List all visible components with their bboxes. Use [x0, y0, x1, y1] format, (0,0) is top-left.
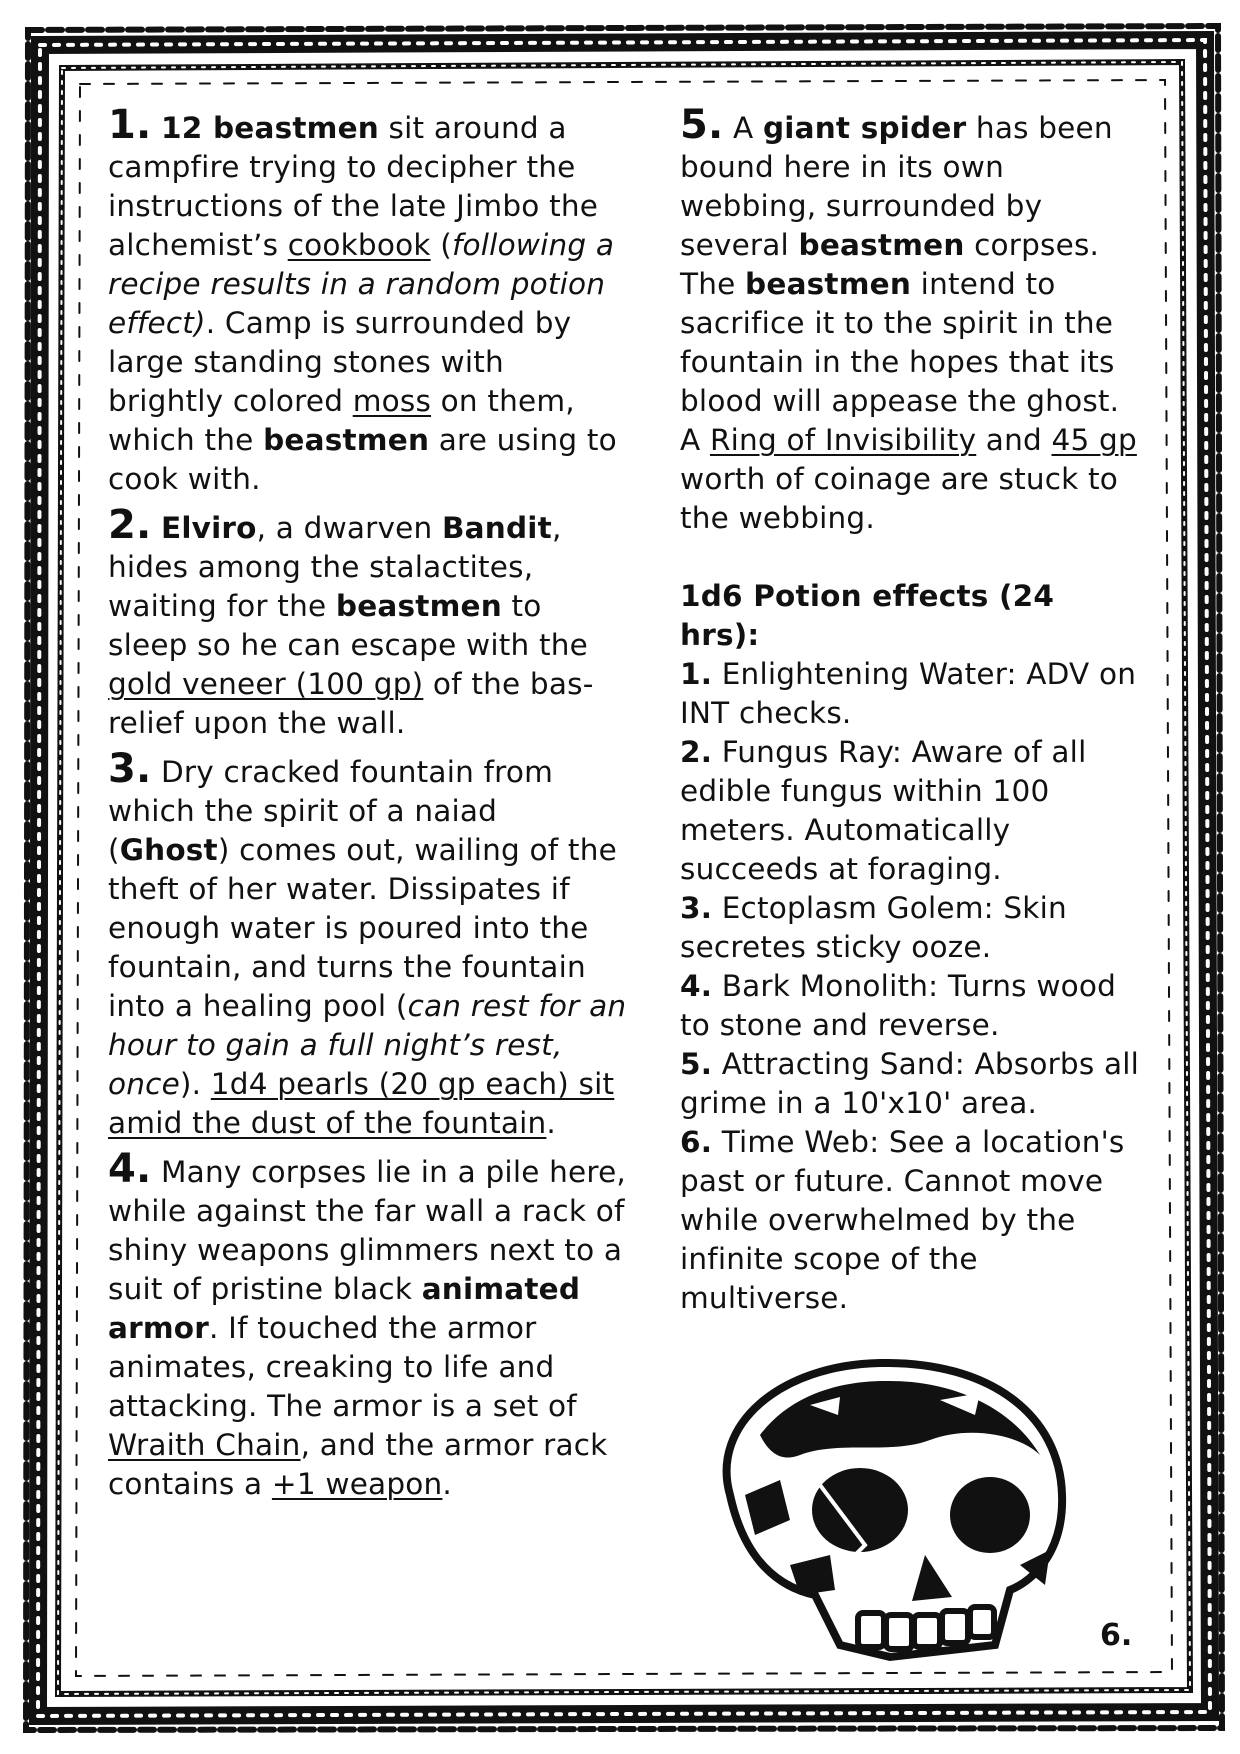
- text-run: .: [546, 1106, 556, 1140]
- text-run: intend to sacrifice it to the spirit in the fountain in the hopes that its blood will appease the ghost. A: [680, 267, 1120, 457]
- text-run: and: [976, 423, 1052, 457]
- text-run: beastmen: [798, 228, 965, 262]
- entry-text: [680, 111, 1137, 535]
- text-run: Elviro: [161, 511, 257, 545]
- potion-table-title: 1d6 Potion effects (24 hrs):: [680, 579, 1055, 652]
- text-run: beastmen: [745, 267, 912, 301]
- potion-number: 1.: [680, 657, 713, 691]
- text-run: , a dwarven: [256, 511, 442, 545]
- text-run: .: [442, 1467, 452, 1501]
- potion-item: [680, 733, 1140, 889]
- entry-1: [108, 102, 628, 499]
- text-run: Bandit: [442, 511, 552, 545]
- text-run: ).: [179, 1067, 211, 1101]
- entry-3: [108, 746, 628, 1143]
- text-run: [151, 511, 161, 545]
- potion-item: [680, 655, 1140, 733]
- text-run: , hides among the stalactites, waiting for the: [108, 511, 562, 623]
- text-run: has been bound here in its own webbing, surrounded by several: [680, 111, 1113, 262]
- text-run: gold veneer (100 gp): [108, 667, 424, 701]
- text-run: +1 weapon: [271, 1467, 443, 1501]
- text-run: corpses. The: [680, 228, 1100, 301]
- potion-number: 2.: [680, 735, 713, 769]
- potion-text: Time Web: See a location's past or future. Cannot move while overwhelmed by the infinite scope of the multiverse.: [680, 1125, 1125, 1315]
- text-run: animated armor: [108, 1272, 581, 1345]
- text-run: 1d4 pearls (20 gp each) sit amid the dust of the fountain: [108, 1067, 615, 1140]
- text-run: giant spider: [762, 111, 967, 145]
- potion-number: 5.: [680, 1047, 713, 1081]
- text-run: sit around a campfire trying to decipher the instructions of the late Jimbo the alchemist’s: [108, 111, 599, 262]
- text-run: A: [723, 111, 763, 145]
- right-column: [680, 102, 1140, 1318]
- potion-number: 3.: [680, 891, 713, 925]
- text-run: [151, 111, 161, 145]
- text-run: Many corpses lie in a pile here, while against the far wall a rack of shiny weapons glimmers next to a suit of pristine black: [108, 1155, 627, 1306]
- potion-text: Attracting Sand: Absorbs all grime in a 10'x10' area.: [680, 1047, 1140, 1120]
- text-run: to sleep so he can escape with the: [108, 589, 589, 662]
- text-run: on them, which the: [108, 384, 575, 457]
- text-run: Ring of Invisibility: [709, 423, 977, 457]
- text-run: following a recipe results in a random potion effect): [108, 228, 615, 340]
- potion-item: [680, 889, 1140, 967]
- potion-text: Enlightening Water: ADV on INT checks.: [680, 657, 1137, 730]
- entry-text: [108, 1155, 626, 1501]
- text-run: (: [430, 228, 452, 262]
- text-run: Dry cracked fountain from which the spirit of a naiad (: [108, 755, 554, 867]
- entry-number: 3.: [108, 746, 152, 792]
- text-run: can rest for an hour to gain a full night’s rest, once: [108, 989, 627, 1101]
- entry-text: [108, 511, 594, 740]
- entry-5: [680, 102, 1140, 538]
- potion-item: [680, 1045, 1140, 1123]
- entry-number: 2.: [108, 502, 152, 548]
- potion-item: [680, 1123, 1140, 1318]
- text-run: beastmen: [263, 423, 430, 457]
- text-run: 45 gp: [1051, 423, 1137, 457]
- text-run: moss: [352, 384, 432, 418]
- potion-item: [680, 967, 1140, 1045]
- text-run: beastmen: [335, 589, 502, 623]
- text-run: of the bas-relief upon the wall.: [108, 667, 594, 740]
- text-run: ) comes out, wailing of the theft of her water. Dissipates if enough water is poured into the fountain, and turns the fountain into a healing pool (: [108, 833, 617, 1023]
- text-run: , and the armor rack contains a: [108, 1428, 608, 1501]
- text-run: Wraith Chain: [108, 1428, 301, 1462]
- potion-table: [680, 655, 1140, 1318]
- text-run: . Camp is surrounded by large standing stones with brightly colored: [108, 306, 572, 418]
- potion-text: Ectoplasm Golem: Skin secretes sticky ooze.: [680, 891, 1067, 964]
- entry-2: [108, 502, 628, 743]
- entry-number: 1.: [108, 102, 152, 148]
- skull-illustration: [690, 1345, 1090, 1665]
- potion-number: 4.: [680, 969, 713, 1003]
- potion-text: Fungus Ray: Aware of all edible fungus within 100 meters. Automatically succeeds at foraging.: [680, 735, 1087, 886]
- text-run: cookbook: [287, 228, 431, 262]
- entry-text: [108, 111, 617, 496]
- entry-4: [108, 1146, 628, 1504]
- text-run: Ghost: [119, 833, 218, 867]
- entry-text: [108, 755, 626, 1140]
- text-run: are using to cook with.: [108, 423, 617, 496]
- text-run: . If touched the armor animates, creaking to life and attacking. The armor is a set of: [108, 1311, 577, 1423]
- potion-text: Bark Monolith: Turns wood to stone and reverse.: [680, 969, 1117, 1042]
- entry-number: 4.: [108, 1146, 152, 1192]
- text-run: worth of coinage are stuck to the webbing.: [680, 462, 1119, 535]
- text-run: 12 beastmen: [161, 111, 379, 145]
- potion-number: 6.: [680, 1125, 713, 1159]
- entry-number: 5.: [680, 102, 724, 148]
- page-number: 6.: [1100, 1618, 1133, 1653]
- left-column: [108, 102, 628, 1511]
